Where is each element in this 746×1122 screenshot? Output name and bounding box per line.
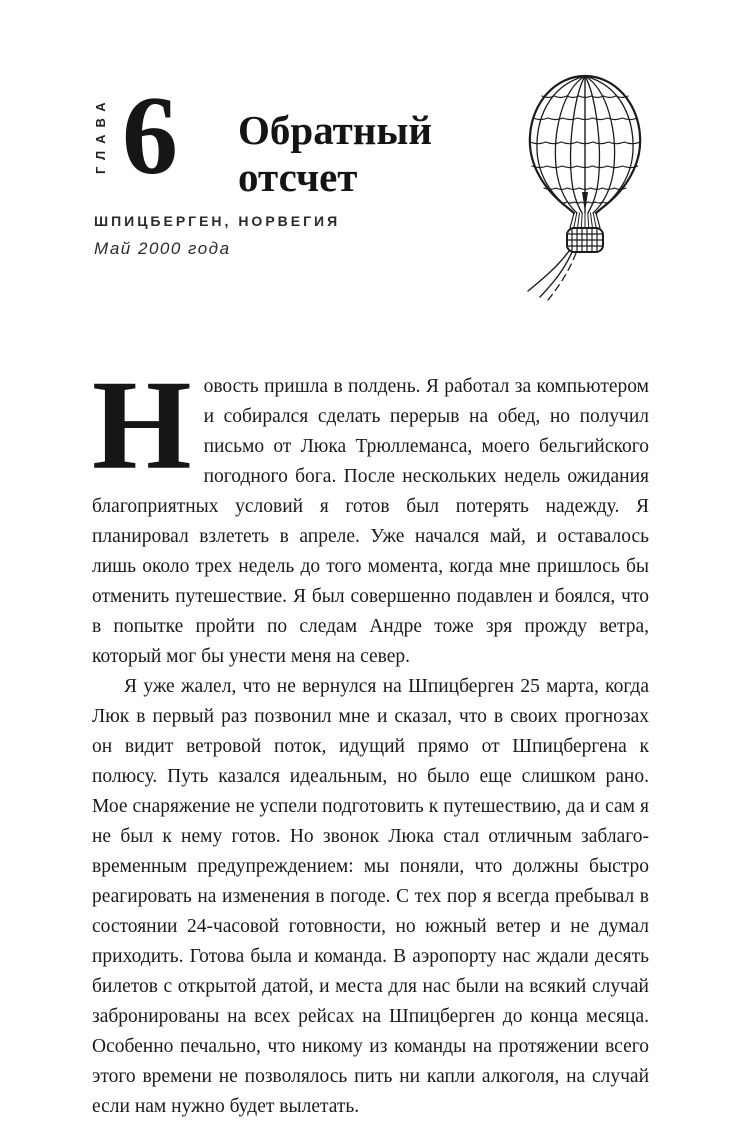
chapter-title: Обратный отсчет [238,107,433,200]
chapter-number: 6 [122,74,178,198]
date-subtitle: Май 2000 года [94,239,231,258]
location-subtitle: ШПИЦБЕРГЕН, НОРВЕГИЯ [94,213,341,229]
paragraph-1 [92,354,649,672]
chapter-label: ГЛАВА [93,95,108,174]
body-text [92,354,649,1122]
drop-cap: Н [92,354,192,496]
paragraph-2: Я уже жалел, что не вернулся на Шпицберген 25 марта, когда Люк в первый раз позвонил мне и сказал, что в своих прогнозах он видит ветровой поток, идущий прямо от Шпицбергена к полюсу. Путь казался идеальным, но было еще слишком рано. Мое снаряжение не успели подготовить к путешествию, да и сам я не был к нему готов. Но звонок Люка стал отличным заблаговременным предупреждением: мы поняли, что должны быстро реагировать на изменения в погоде. С тех пор я всегда пребывал в состоянии 24-часовой готовности, но южный ветер и не думал приходить. Готова была и команда. В аэропорту нас ждали десять билетов с открытой датой, и места для нас были на всякий случай забронированы на всех рейсах на Шпицберген до конца месяца. Особенно печально, что никому из команды на протяжении всего этого времени не позволялось пить ни капли алкоголя, на случай если нам нужно будет вылетать. [92,676,649,1117]
hot-air-balloon-illustration [522,72,648,304]
paragraph-1-text: овость пришла в полдень. Я работал за компьютером и собирался сделать перерыв на обед, но получил письмо от Люка Трюллеманса, моего бельгийского погодного бога. После нескольких недель ожидания благоприятных условий я готов был потерять надежду. Я планировал взлететь в апреле. Уже начался май, и оставалось лишь около трех недель до того момента, когда мне пришлось бы отменить путешествие. Я был совершенно подавлен и боялся, что в попытке пройти по следам Андре тоже зря прожду ветра, который мог бы унести меня на север. [92,376,649,667]
